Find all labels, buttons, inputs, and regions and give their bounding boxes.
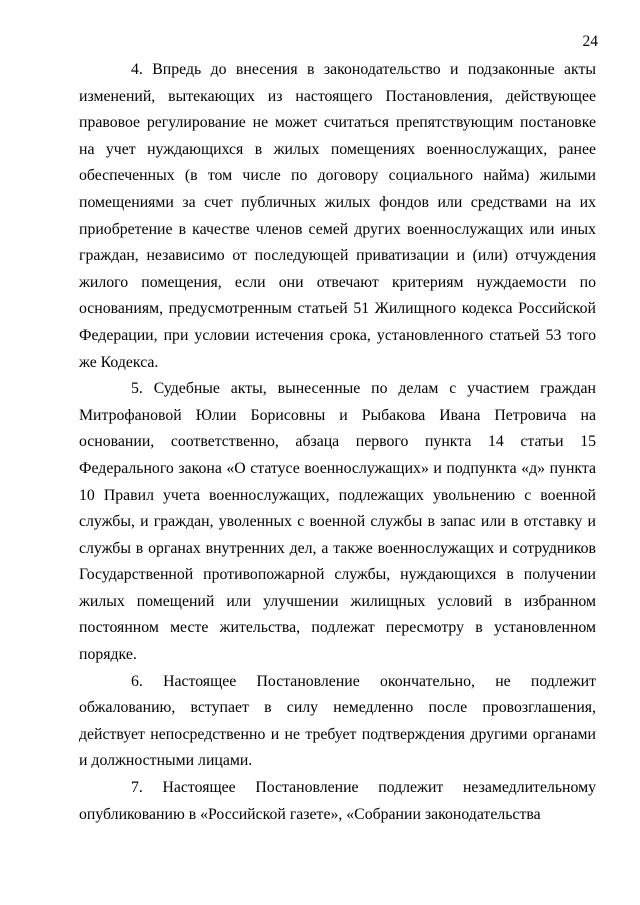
- paragraph-5: 5. Судебные акты, вынесенные по делам с участием граждан Митрофановой Юлии Борисовны и Рыбакова Ивана Петровича на основании, соответственно, абзаца первого пункта 14 статьи 15 Федерального закона «О статусе военнослужащих» и подпункта «д» пункта 10 Правил учета военнослужащих, подлежащих увольнению с военной службы, и граждан, уволенных с военной службы в запас или в отставку и службы в органах внутренних дел, а также военнослужащих и сотрудников Государственной противопожарной службы, нуждающихся в получении жилых помещений или улучшении жилищных условий в избранном постоянном месте жительства, подлежат пересмотру в установленном порядке.: [79, 380, 596, 664]
- paragraph-4: 4. Впредь до внесения в законодательство и подзаконные акты изменений, вытекающих из настоящего Постановления, действующее правовое регулирование не может считаться препятствующим постановке на учет нуждающихся в жилых помещениях военнослужащих, ранее обеспеченных (в том числе по договору социального найма) жилыми помещениями за счет публичных жилых фондов или средствами на их приобретение в качестве членов семей других военнослужащих или иных граждан, независимо от последующей приватизации и (или) отчуждения жилого помещения, если они отвечают критериям нуждаемости по основаниям, предусмотренным статьей 51 Жилищного кодекса Российской Федерации, при условии истечения срока, установленного статьей 53 того же Кодекса.: [79, 61, 596, 371]
- paragraph-6: 6. Настоящее Постановление окончательно, не подлежит обжалованию, вступает в силу немедленно после провозглашения, действует непосредственно и не требует подтверждения другими органами и должностными лицами.: [79, 672, 596, 770]
- page-number: 24: [582, 33, 598, 50]
- paragraph-7: 7. Настоящее Постановление подлежит незамедлительному опубликованию в «Российской газете», «Собрании законодательства: [79, 779, 596, 823]
- document-body: [79, 57, 596, 828]
